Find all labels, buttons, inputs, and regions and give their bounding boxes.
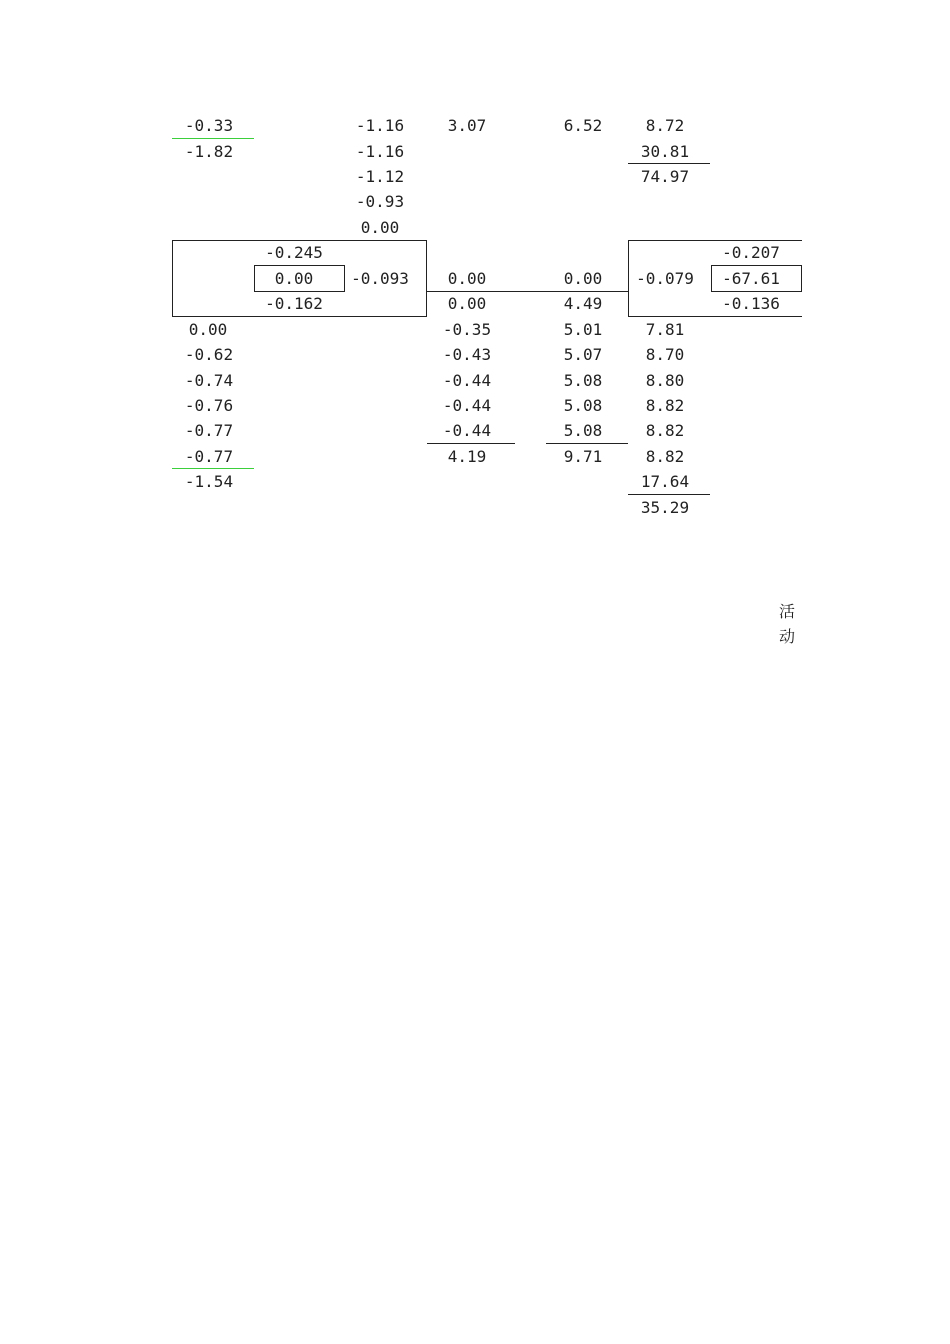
joint-left-center: 0.00: [274, 269, 314, 288]
cell: 8.72: [645, 116, 685, 135]
cell: 8.82: [645, 421, 685, 440]
cell: 17.64: [640, 472, 690, 491]
joint-right-top: -0.207: [722, 243, 780, 262]
cell: 0.00: [447, 269, 487, 288]
cell: 0.00: [360, 218, 400, 237]
cell: 0.00: [447, 294, 487, 313]
cell: 5.08: [563, 371, 603, 390]
joint-left-top: -0.245: [265, 243, 323, 262]
cell: -1.16: [355, 142, 405, 161]
cell: 5.07: [563, 345, 603, 364]
joint-right-bottom: -0.136: [722, 294, 780, 313]
cell: 5.08: [563, 396, 603, 415]
joint-left-right: -0.093: [351, 269, 409, 288]
cell: -0.43: [442, 345, 492, 364]
cell: 74.97: [640, 167, 690, 186]
cell: 8.80: [645, 371, 685, 390]
cell: 4.19: [447, 447, 487, 466]
cell: -0.33: [184, 116, 234, 135]
cell: -0.44: [442, 396, 492, 415]
cell: -1.16: [355, 116, 405, 135]
cell: -0.74: [184, 371, 234, 390]
cell: 9.71: [563, 447, 603, 466]
cell: -0.62: [184, 345, 234, 364]
cell: 6.52: [563, 116, 603, 135]
cell: -0.77: [184, 421, 234, 440]
cell: 0.00: [188, 320, 228, 339]
cell: -1.12: [355, 167, 405, 186]
cell: -0.77: [184, 447, 234, 466]
cell: -0.35: [442, 320, 492, 339]
cell: -1.82: [184, 142, 234, 161]
joint-right-center: -67.61: [722, 269, 780, 288]
cell: 8.82: [645, 447, 685, 466]
cell: 5.01: [563, 320, 603, 339]
footer-fragment: 活动: [779, 602, 796, 646]
cell: 0.00: [563, 269, 603, 288]
cell: -1.54: [184, 472, 234, 491]
cell: 8.82: [645, 396, 685, 415]
joint-right-left: -0.079: [636, 269, 694, 288]
cell: 8.70: [645, 345, 685, 364]
cell: 3.07: [447, 116, 487, 135]
cell: -0.44: [442, 421, 492, 440]
cell: 35.29: [640, 498, 690, 517]
joint-left-bottom: -0.162: [265, 294, 323, 313]
cell: 30.81: [640, 142, 690, 161]
cell: -0.44: [442, 371, 492, 390]
cell: 4.49: [563, 294, 603, 313]
cell: 5.08: [563, 421, 603, 440]
cell: 7.81: [645, 320, 685, 339]
cell: -0.93: [355, 192, 405, 211]
cell: -0.76: [184, 396, 234, 415]
